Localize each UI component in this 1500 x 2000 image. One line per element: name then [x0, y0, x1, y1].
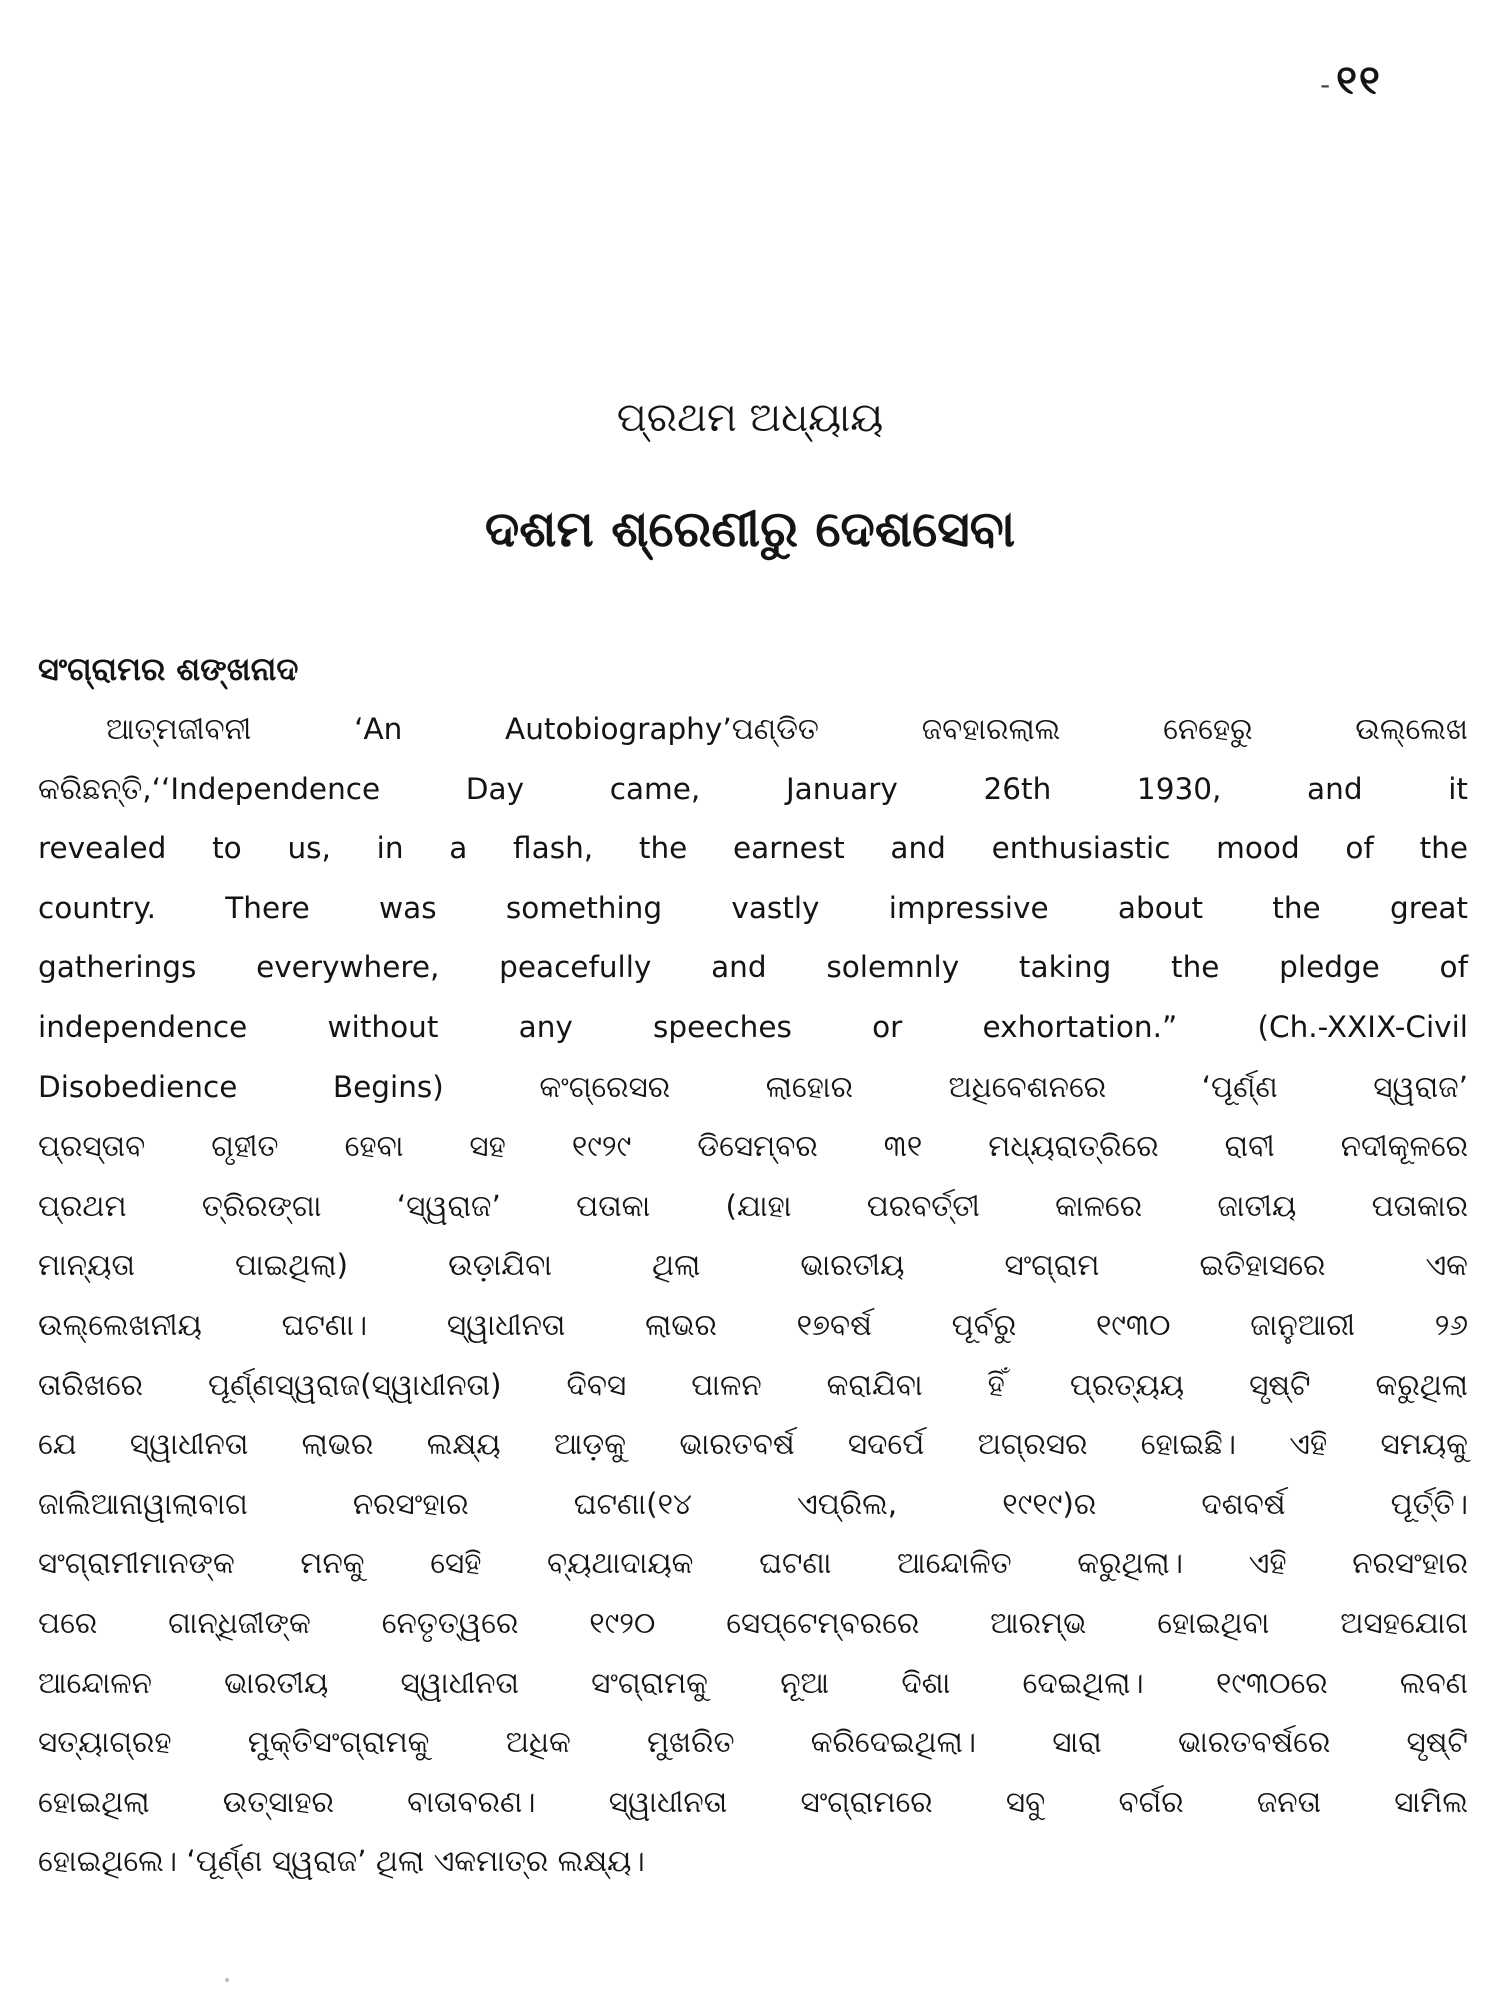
text-line: କରିଛନ୍ତି,‘‘Independence Day came, January 26th 1930, and it	[38, 771, 1468, 806]
text-line: ସତ୍ୟାଗ୍ରହ ମୁକ୍ତିସଂଗ୍ରାମକୁ ଅଧିକ ମୁଖରିତ କରିଦେଇଥିଲା। ସାରା ଭାରତବର୍ଷରେ ସୃଷ୍ଟି	[38, 1725, 1468, 1760]
text-line: independence without any speeches or exhortation.” (Ch.-XXIX-Civil	[38, 1009, 1468, 1044]
text-line: ଉଲ୍ଲେଖନୀୟ ଘଟଣା। ସ୍ୱାଧୀନତା ଲାଭର ୧୭ବର୍ଷ ପୂର୍ବରୁ ୧୯୩୦ ଜାନୁଆରୀ ୨୬	[38, 1307, 1468, 1342]
section-heading: ସଂଗ୍ରାମର ଶଙ୍ଖନାଦ	[38, 650, 299, 688]
text-line: ଯେ ସ୍ୱାଧୀନତା ଲାଭର ଲକ୍ଷ୍ୟ ଆଡ଼କୁ ଭାରତବର୍ଷ ସଦର୍ପେ ଅଗ୍ରସର ହୋଇଛି। ଏହି ସମୟକୁ	[38, 1427, 1468, 1462]
page-number-value: ୧୧	[1336, 58, 1382, 104]
text-line: ପ୍ରସ୍ତାବ ଗୃହୀତ ହେବା ସହ ୧୯୨୯ ଡିସେମ୍ବର ୩୧ ମଧ୍ୟରାତ୍ରିରେ ରାବୀ ନଦୀକୂଳରେ	[38, 1129, 1468, 1164]
text-line: gatherings everywhere, peacefully and solemnly taking the pledge of	[38, 950, 1468, 985]
text-line: ଜାଲିଆନାୱାଲାବାଗ ନରସଂହାର ଘଟଣା(୧୪ ଏପ୍ରିଲ, ୧୯୧୯)ର ଦଶବର୍ଷ ପୂର୍ତ୍ତି।	[38, 1486, 1468, 1521]
page-number	[1320, 58, 1382, 104]
text-line: ହୋଇଥିଲା ଉତ୍ସାହର ବାତାବରଣ। ସ୍ୱାଧୀନତା ସଂଗ୍ରାମରେ ସବୁ ବର୍ଗର ଜନତା ସାମିଲ	[38, 1784, 1468, 1819]
text-line: ପ୍ରଥମ ତ୍ରିରଙ୍ଗା ‘ସ୍ୱରାଜ’ ପତାକା (ଯାହା ପରବର୍ତ୍ତୀ କାଳରେ ଜାତୀୟ ପତାକାର	[38, 1188, 1468, 1223]
text-line: ହୋଇଥିଲେ। ‘ପୂର୍ଣ୍ଣ ସ୍ୱରାଜ’ ଥିଲା ଏକମାତ୍ର ଲକ୍ଷ୍ୟ।	[38, 1844, 645, 1879]
text-line: Disobedience Begins) କଂଗ୍ରେସର ଲାହୋର ଅଧିବେଶନରେ ‘ପୂର୍ଣ୍ଣ ସ୍ୱରାଜ’	[38, 1069, 1468, 1104]
scan-speck	[225, 1978, 229, 1982]
text-line: ତାରିଖରେ ପୂର୍ଣ୍ଣସ୍ୱରାଜ(ସ୍ୱାଧୀନତା) ଦିବସ ପାଳନ କରାଯିବା ହିଁ ପ୍ରତ୍ୟୟ ସୃଷ୍ଟି କରୁଥିଲା	[38, 1367, 1468, 1402]
text-line: country. There was something vastly impressive about the great	[38, 890, 1468, 925]
body-paragraph	[38, 700, 1468, 1892]
text-line: revealed to us, in a flash, the earnest and enthusiastic mood of the	[38, 831, 1468, 866]
page-number-prefix: -	[1320, 68, 1333, 101]
chapter-title: ଦଶମ ଶ୍ରେଣୀରୁ ଦେଶସେବା	[484, 500, 1016, 558]
text-line: ଆତ୍ମଜୀବନୀ ‘An Autobiography’ପଣ୍ଡିତ ଜବହାରଲାଲ ନେହେରୁ ଉଲ୍ଲେଖ	[106, 712, 1468, 746]
text-line: ମାନ୍ୟତା ପାଇଥିଲା) ଉଡ଼ାଯିବା ଥିଲା ଭାରତୀୟ ସଂଗ୍ରାମ ଇତିହାସରେ ଏକ	[38, 1248, 1468, 1283]
text-line: ସଂଗ୍ରାମୀମାନଙ୍କ ମନକୁ ସେହି ବ୍ୟଥାଦାୟକ ଘଟଣା ଆନ୍ଦୋଳିତ କରୁଥିଲା। ଏହି ନରସଂହାର	[38, 1546, 1468, 1581]
chapter-label: ପ୍ରଥମ ଅଧ୍ୟାୟ	[616, 395, 884, 441]
text-line: ଆନ୍ଦୋଳନ ଭାରତୀୟ ସ୍ୱାଧୀନତା ସଂଗ୍ରାମକୁ ନୂଆ ଦିଶା ଦେଇଥିଲା। ୧୯୩୦ରେ ଲବଣ	[38, 1665, 1468, 1700]
text-line: ପରେ ଗାନ୍ଧିଜୀଙ୍କ ନେତୃତ୍ୱରେ ୧୯୨୦ ସେପ୍ଟେମ୍ବରରେ ଆରମ୍ଭ ହୋଇଥିବା ଅସହଯୋଗ	[38, 1605, 1468, 1640]
